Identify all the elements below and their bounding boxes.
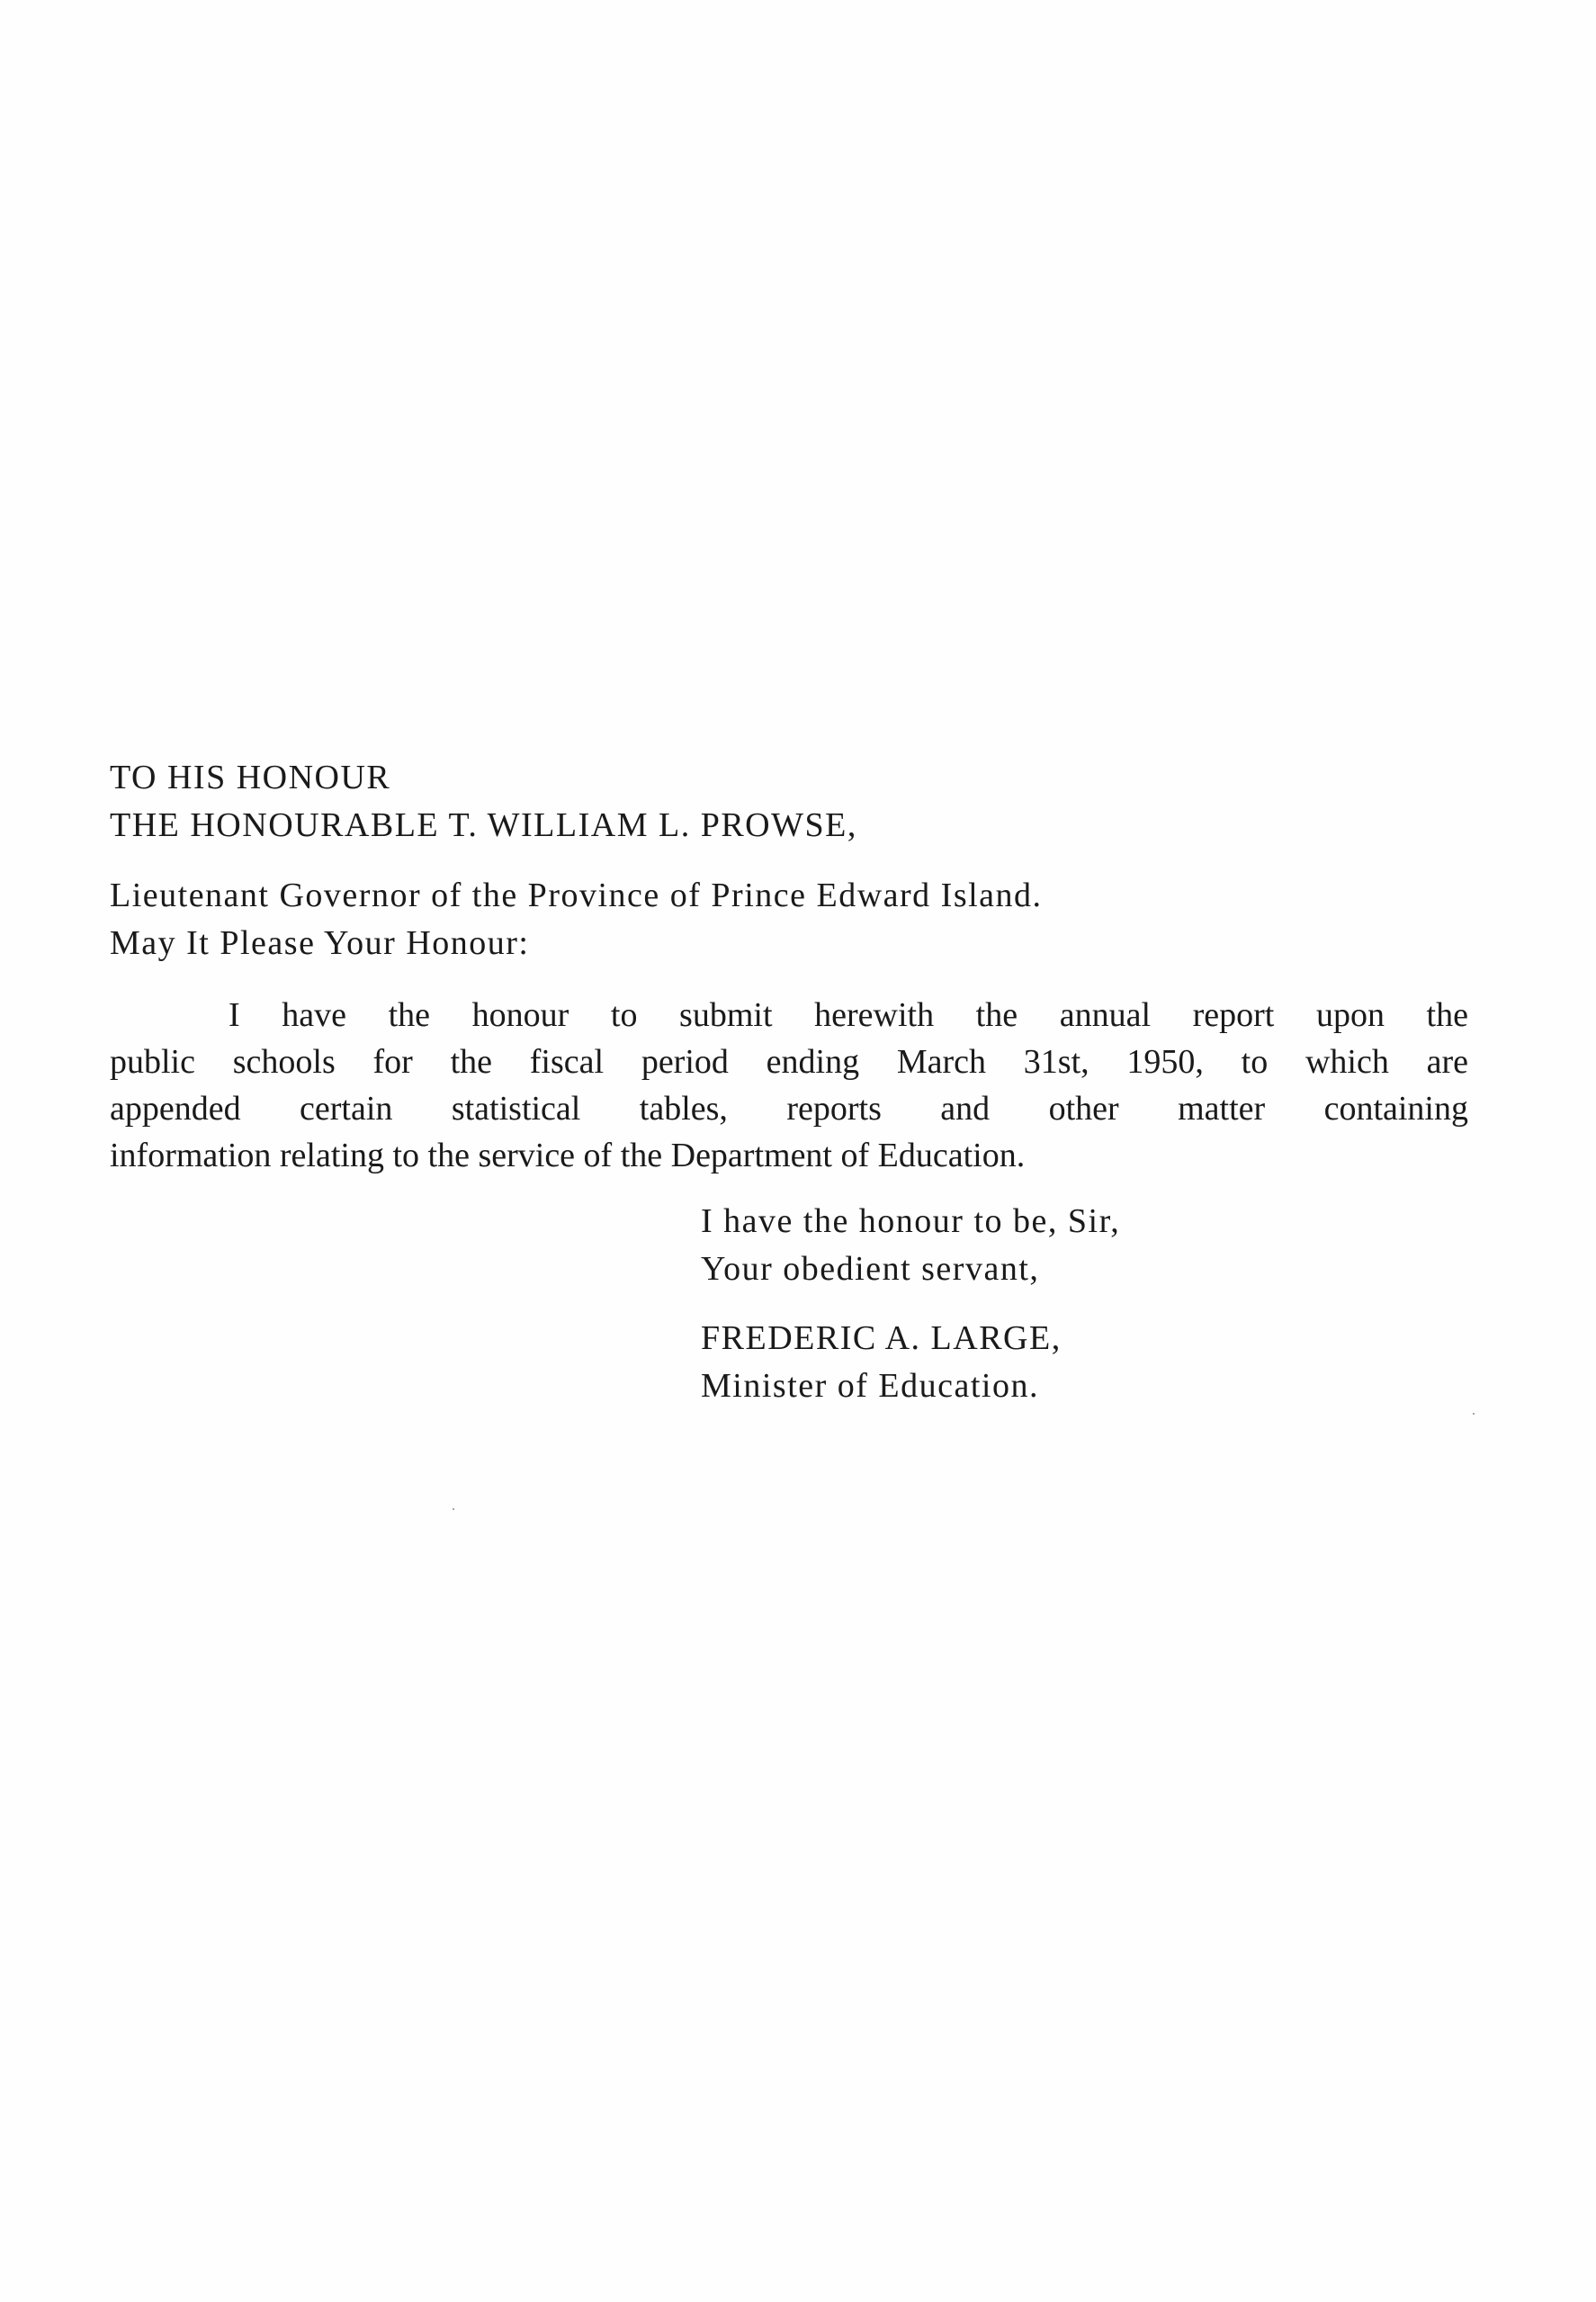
paper-speck [453, 1508, 454, 1510]
address-line-to-his-honour: TO HIS HONOUR [110, 759, 391, 796]
body-line: information relating to the service of the Department of Education. [110, 1137, 1026, 1174]
closing-line: I have the honour to be, Sir, [701, 1202, 1121, 1240]
paper-speck [1473, 1413, 1475, 1415]
body-line: I have the honour to submit herewith the annual report upon the [229, 996, 1468, 1034]
signatory-title: Minister of Education. [701, 1367, 1039, 1405]
letter-body-paragraph [110, 992, 1468, 1179]
address-line-recipient-title: Lieutenant Governor of the Province of Prince Edward Island. [110, 877, 1043, 914]
address-line-recipient-name: THE HONOURABLE T. WILLIAM L. PROWSE, [110, 806, 857, 844]
body-line: public schools for the fiscal period ending March 31st, 1950, to which are [110, 1043, 1468, 1081]
signatory-name: FREDERIC A. LARGE, [701, 1319, 1062, 1357]
closing-line: Your obedient servant, [701, 1250, 1040, 1288]
body-line: appended certain statistical tables, reports and other matter containing [110, 1090, 1468, 1128]
salutation: May It Please Your Honour: [110, 924, 530, 962]
